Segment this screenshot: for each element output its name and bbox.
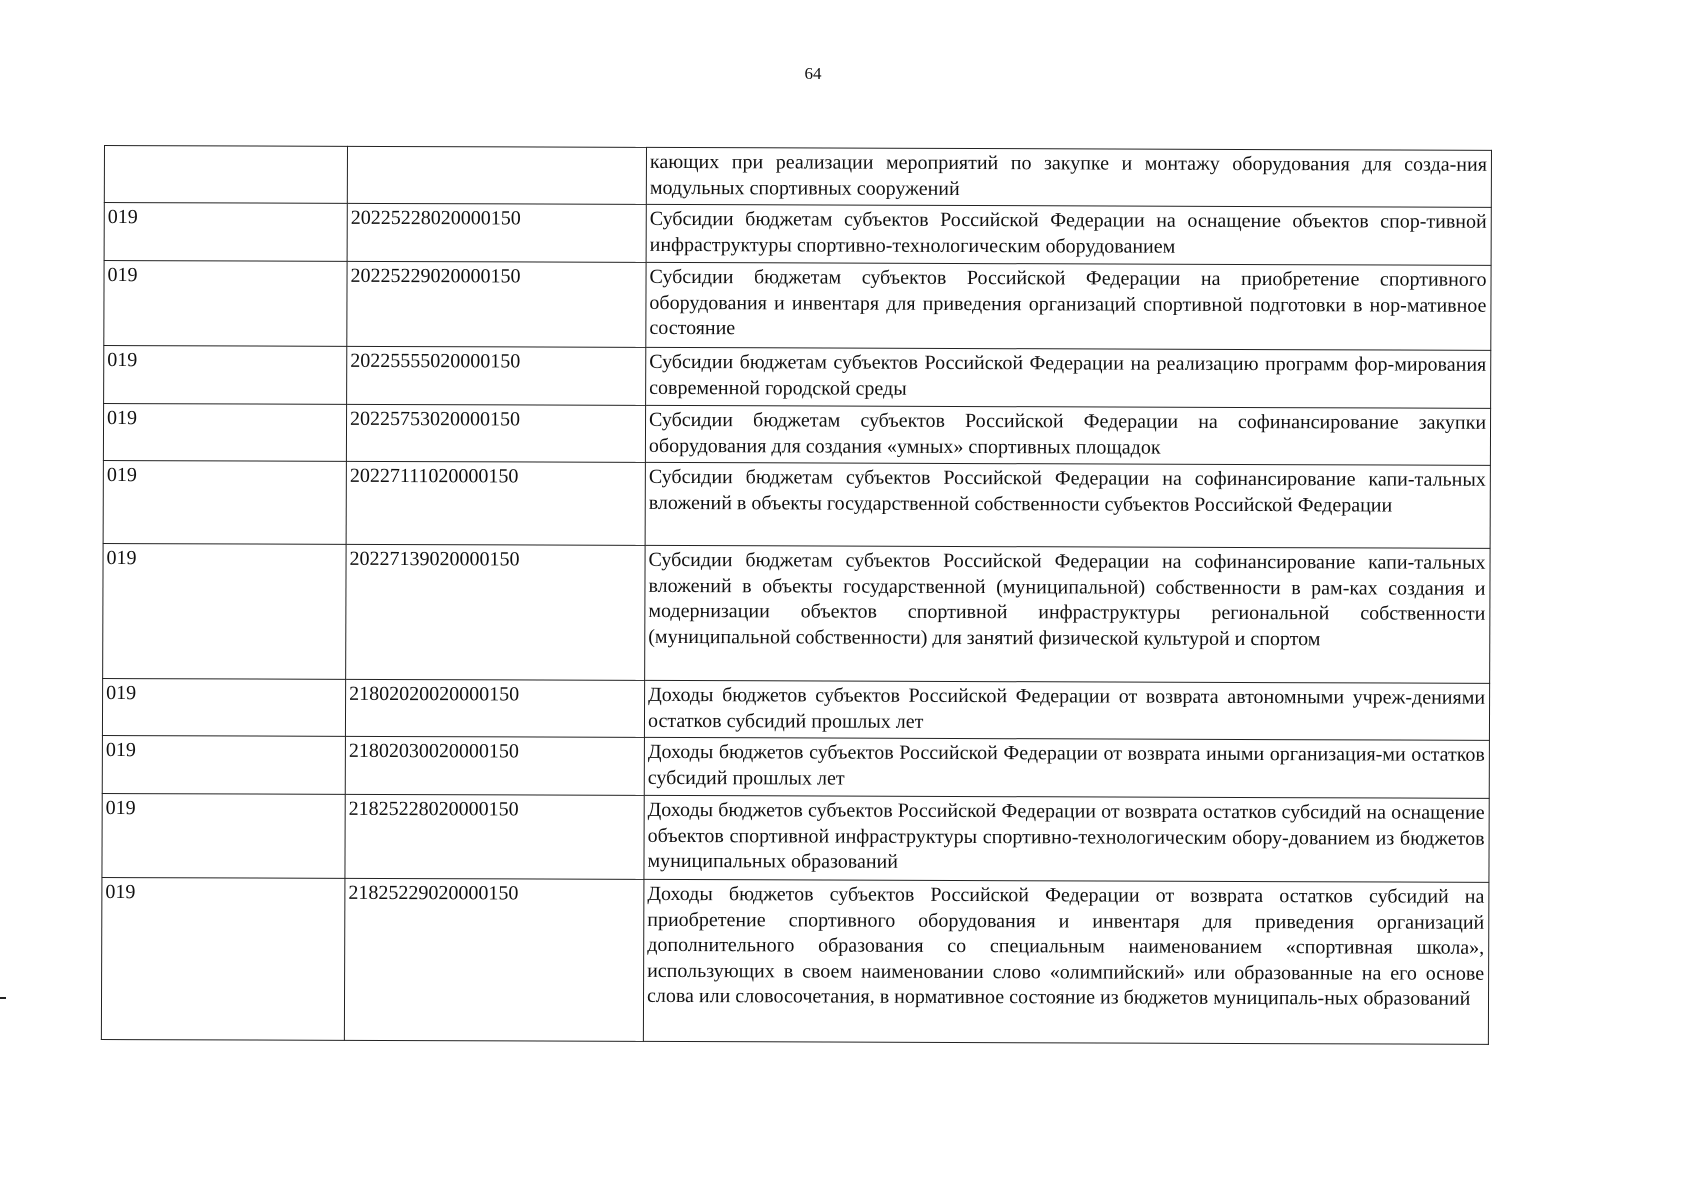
revenue-code-cell [347,146,646,204]
administrator-code-cell: 019 [102,678,345,736]
table-row [104,261,1491,351]
administrator-code-cell: 019 [103,543,346,679]
revenue-code-cell: 20227111020000150 [346,461,645,545]
margin-mark [0,997,6,999]
revenue-code-cell: 20225229020000150 [347,261,646,347]
table-row [102,793,1489,882]
page-number: 64 [804,64,822,83]
table-row [102,678,1489,740]
revenue-code-cell: 20225555020000150 [347,346,646,405]
revenue-code-cell: 21802030020000150 [345,736,644,795]
table-row [104,346,1491,409]
revenue-code-cell: 21825228020000150 [345,794,644,879]
table-row [103,404,1490,466]
table-row [103,543,1490,683]
description-cell: Субсидии бюджетам субъектов Российской Федерации на софинансирование капи-тальных вложений в объекты государственной собственности субъектов Российской Федерации [645,462,1490,548]
description-cell: Субсидии бюджетам субъектов Российской Федерации на реализацию программ фор-мирования современной городской среды [646,347,1491,408]
administrator-code-cell: 019 [104,346,347,405]
description-cell: Субсидии бюджетам субъектов Российской Федерации на софинансирование капи-тальных вложений в объекты государственной (муниципальной) собственности в рам-ках создания и модернизации объектов спортивной инфраструктуры региональной собственности (муниципальной собственности) для занятий физической культурой и спортом [645,545,1490,683]
revenue-code-cell: 21802020020000150 [345,679,644,737]
revenue-code-cell: 21825229020000150 [344,878,644,1041]
administrator-code-cell: 019 [104,203,347,262]
administrator-code-cell: 019 [102,793,345,878]
table-row [104,203,1491,266]
description-cell: Доходы бюджетов субъектов Российской Федерации от возврата остатков субсидий на оснащение объектов спортивной инфраструктуры спортивно-технологическим обору-дованием из бюджетов муниципальных образований [644,795,1489,882]
administrator-code-cell: 019 [102,735,345,794]
revenue-code-cell: 20225753020000150 [346,404,645,462]
administrator-code-cell [104,146,347,204]
description-cell: Субсидии бюджетам субъектов Российской Федерации на оснащение объектов спор-тивной инфраструктуры спортивно-технологическим оборудованием [646,204,1491,265]
description-cell: Доходы бюджетов субъектов Российской Федерации от возврата автономными учреж-дениями остатков субсидий прошлых лет [644,680,1489,740]
revenue-classification-table [101,145,1492,1045]
revenue-code-cell: 20225228020000150 [347,203,646,262]
description-cell: Доходы бюджетов субъектов Российской Федерации от возврата остатков субсидий на приобретение спортивного оборудования и инвентаря для приведения организаций дополнительного образования со специальным наименованием «спортивная школа», использующих в своем наименовании слово «олимпийский» или образованные на его основе слова или словосочетания, в нормативное состояние из бюджетов муниципаль-ных образований [643,879,1489,1044]
table-row [104,146,1491,208]
table-row [103,460,1490,548]
description-cell: Субсидии бюджетам субъектов Российской Федерации на софинансирование закупки оборудования для создания «умных» спортивных площадок [645,405,1490,465]
administrator-code-cell: 019 [103,460,346,544]
table-row [102,735,1489,798]
administrator-code-cell: 019 [101,877,345,1040]
administrator-code-cell: 019 [104,261,347,347]
administrator-code-cell: 019 [103,404,346,462]
description-cell: Доходы бюджетов субъектов Российской Федерации от возврата иными организация-ми остатков субсидий прошлых лет [644,737,1489,798]
description-cell: Субсидии бюджетам субъектов Российской Федерации на приобретение спортивного оборудования и инвентаря для приведения организаций спортивной подготовки в нор-мативное состояние [646,262,1491,350]
description-cell: кающих при реализации мероприятий по закупке и монтажу оборудования для созда-ния модульных спортивных сооружений [646,147,1491,207]
table-row [101,877,1489,1044]
revenue-code-cell: 20227139020000150 [346,544,645,680]
